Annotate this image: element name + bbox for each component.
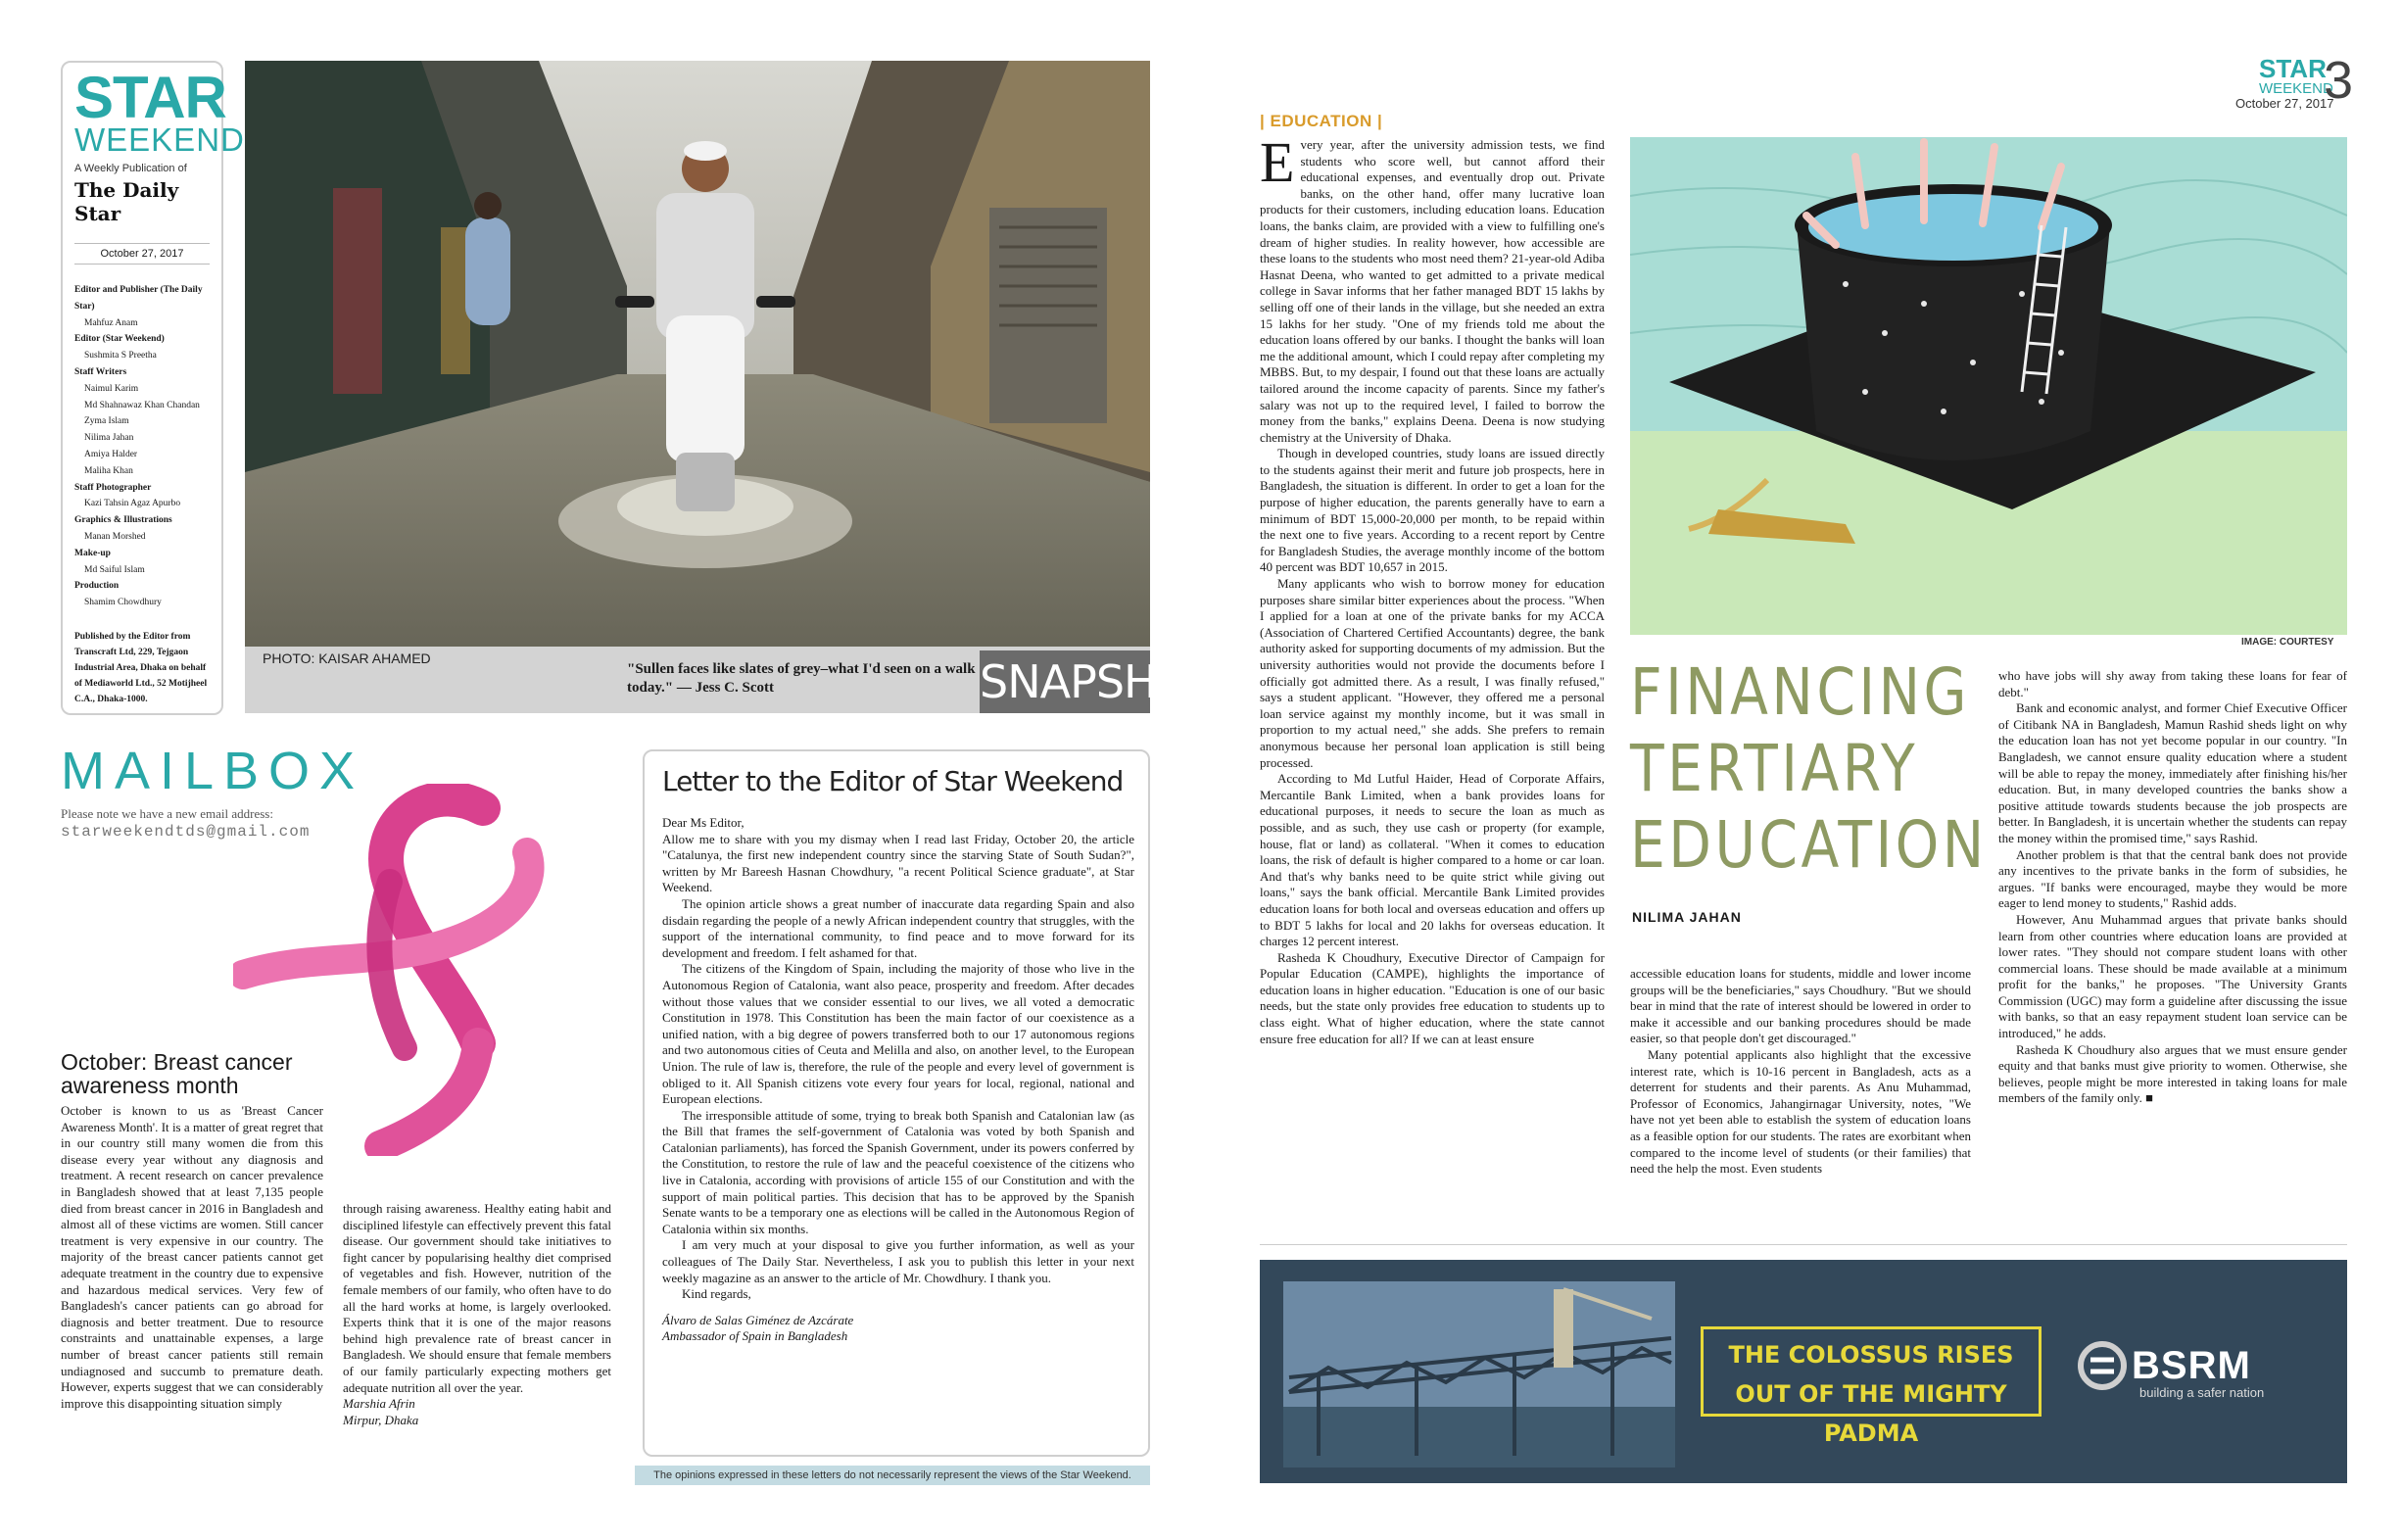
section-tag: | EDUCATION | bbox=[1260, 112, 1383, 130]
bca-signature-place: Mirpur, Dhaka bbox=[343, 1412, 419, 1427]
article-title-line: TERTIARY bbox=[1630, 731, 1919, 806]
article-paragraph: Rasheda K Choudhury also argues that we must ensure gender equity and that banks must give priority to women. Otherwise, she believes, people might be more interested in taking loans for male members of the family only. ■ bbox=[1998, 1041, 2347, 1106]
letter-signature-title: Ambassador of Spain in Bangladesh bbox=[662, 1328, 848, 1344]
staff-role: Make-up bbox=[74, 548, 111, 558]
divider bbox=[1260, 1244, 2347, 1245]
staff-role: Production bbox=[74, 581, 120, 592]
article-paragraph: Bank and economic analyst, and former Chief Executive Officer of Citibank NA in Bangladesh, Mamun Rashid sheds light on why the education loan has not yet become popular in our country. "In Bangladesh, we cannot ensure quality education where a student will be able to repay the money, immediately after finishing his/her education. But, in many developed countries the banks show a positive attitude towards students because the job prospects are better. In Bangladesh, it is uncertain whether the students can repay the money within the promised time," says Rashid. bbox=[1998, 700, 2347, 845]
staff-name: Maliha Khan bbox=[84, 465, 133, 476]
letter-paragraph: Allow me to share with you my dismay when I read last Friday, October 20, the article "Catalunya, the first new independent country since the starving State of South Sudan?", written by Mr Bareesh Hasnan Chowdhury, "a recent Political Science graduate", at Star Weekend. bbox=[662, 831, 1134, 895]
article-paragraph: Another problem is that that the central bank does not provide any incentives to the private banks in the form of subsidies, he argues. "If banks were encouraged, maybe they would be more eager to lend money to students," Rashid adds. bbox=[1998, 846, 2347, 911]
article-illustration bbox=[1630, 137, 2347, 635]
article-paragraph: Many applicants who wish to borrow money for education purposes share similar bitter experiences about the process. "When I applied for a loan at one of the private banks for my ACCA (Association of Chartered Certified Accountants) degree, the bank authority asked for supporting documents of my admission. But the university authorities would not provide the documents before I officially got admitted there. As a result, I was finally refused," says a student applicant. "However, they offered me a personal loan service against my monthly income, but it was small in proportion to my actual need," she adds. She prefers to remain anonymous because her personal loan application is still being processed. bbox=[1260, 576, 1605, 770]
article-paragraph: Though in developed countries, study loans are issued directly to the students against their merit and future job prospects, here in Bangladesh, the situation is different. In order to get a loan for the purpose of higher education, the parents generally have to earn a minimum of BDT 15,000-20,000 per month, to be repaid within the next one to five years. According to a recent report by Centre for Bangladesh Studies, the average monthly income of the bottom 40 percent was BDT 10,657 in 2015. bbox=[1260, 446, 1605, 575]
article-paragraph: Many potential applicants also highlight that the excessive interest rate, which is 10-16 percent in Bangladesh, acts as a deterrent for students and their parents. As Anu Muhammad, Professor of Economics, Jahangirnagar University, notes, "We have not yet been able to establish the system of education loans as a feasible option for our students. The rates are exorbitant when compared to the income level of students (or their families) that need the help the most. Even students bbox=[1630, 1046, 1971, 1177]
pink-ribbon-icon bbox=[233, 784, 547, 1156]
staff-name: Mahfuz Anam bbox=[84, 317, 138, 328]
letter-body bbox=[662, 815, 1134, 1345]
ad-headline bbox=[1701, 1326, 2042, 1447]
article-title-line: EDUCATION bbox=[1630, 807, 1988, 883]
masthead-date: October 27, 2017 bbox=[74, 243, 210, 265]
article-paragraph: According to Md Lutful Haider, Head of Corporate Affairs, Mercantile Bank Limited, when a bank provides loans for educational purposes, it needs to secure the loan as much as possible, and as such, they use cash or property (for example, house, flat or land) as collateral. "When it comes to education loans, the risk of default is higher compared to a home or car loan. And that's why banks need to be quite strict while giving out loans," says the bank official. Mercantile Bank Limited provides education loans for both local and overseas education and offers up to BDT 5 lakhs for local and 20 lakhs for overseas education. It charges 12 percent interest. bbox=[1260, 771, 1605, 949]
staff-role: Graphics & Illustrations bbox=[74, 515, 172, 526]
mailbox-note: Please note we have a new email address: bbox=[61, 806, 273, 821]
staff-role: Editor and Publisher (The Daily Star) bbox=[74, 285, 203, 312]
letter-box bbox=[643, 749, 1150, 1457]
image-credit: IMAGE: COURTESY bbox=[2241, 637, 2334, 648]
ad-tagline: building a safer nation bbox=[2139, 1385, 2265, 1400]
staff-name: Shamim Chowdhury bbox=[84, 598, 162, 608]
staff-name: Kazi Tahsin Agaz Apurbo bbox=[84, 499, 181, 509]
article-paragraph: Rasheda K Choudhury, Executive Director of Campaign for Popular Education (CAMPE), highlights the importance of education loans in higher education. "Education is one of our basic needs, but the state only provides free education to students up to class eight. What of higher education, where the state cannot ensure free education for all? If we can at least ensure bbox=[1260, 949, 1605, 1046]
graduation-cap-illustration bbox=[1630, 137, 2347, 635]
staff-role: Staff Photographer bbox=[74, 482, 152, 493]
bsrm-logo-icon bbox=[2077, 1340, 2128, 1391]
staff-role: Editor (Star Weekend) bbox=[74, 334, 165, 345]
mailbox-title: MAILBOX bbox=[61, 742, 365, 800]
publisher-info: Published by the Editor from Transcraft Ltd, 229, Tejgaon Industrial Area, Dhaka on behalf of Mediaworld Ltd., 52 Motijheel C.A., Dhaka-1000. bbox=[74, 631, 208, 704]
article-title bbox=[1630, 654, 1988, 884]
staff-name: Naimul Karim bbox=[84, 383, 139, 394]
article-lead-text: very year, after the university admission tests, we find students who score well, but cannot afford their educational expenses, and eventually drop out. Private banks, on the other hand, offer many lucrative loan products for their customers, including education loans. Education loans, the banks claim, are provided with a view to fulfilling one's dream of higher studies. In reality however, how accessible are these loans to the students who most need them? 21-year-old Adiba Hasnat Deena, who wanted to get admitted to a private medical college in Savar informs that her father managed BDT 15 lakhs by selling off one of their lands in the village, but she needed an extra 15 lakhs for her study. "One of my friends told me about the education loans offered by our banks. I thought the banks will loan me the additional amount, which I could repay after completing my MBBS. But, to my despair, I found out that these loans are actually tailored around the income capacity of parents. Since my father's salary was not up to the required level, I failed to borrow the money from the banks," explains Deena. Deena is now studying chemistry at the University of Dhaka. bbox=[1260, 137, 1605, 445]
article-paragraph: However, Anu Muhammad argues that private banks should learn from other countries where education loans are provided at lower rates. "They should not compare student loans with other commercial loans. These should be made available at a minimum profit for the banks," he proposes. "The University Grants Commission (UGC) may form a guideline after discussing the issue with banks, so that an easy repayment student loan service can be introduced," he adds. bbox=[1998, 911, 2347, 1041]
article-byline: NILIMA JAHAN bbox=[1632, 909, 1742, 925]
photo-credit: PHOTO: KAISAR AHAMED bbox=[263, 650, 431, 666]
article-column-2 bbox=[1630, 966, 1971, 1178]
article-title-line: FINANCING bbox=[1630, 654, 1970, 730]
bca-column-1: October is known to us as 'Breast Cancer Awareness Month'. It is a matter of great regret that in our country still many women die from this disease every year without any diagnosis and treatment. A recent research on cancer prevalence in Bangladesh showed that at least 7,135 people died from breast cancer in 2016 in Bangladesh and almost all of these victims are women. Still cancer treatment is very expensive in our country. The majority of the breast cancer patients cannot get adequate treatment in the country due to expensive and hazardous medical services. Very few of Bangladesh's cancer patients can go abroad for diagnosis and better treatment. Due to resource constraints and unattainable expenses, a large number of breast cancer patients still remain undiagnosed and succumb to premature death. However, experts suggest that we can considerably improve this disappointing situation simply bbox=[61, 1103, 323, 1411]
letter-signature-name: Álvaro de Salas Giménez de Azcárate bbox=[662, 1312, 854, 1327]
staff-name: Sushmita S Preetha bbox=[84, 351, 157, 361]
letter-paragraph: The irresponsible attitude of some, trying to break both Spanish and Catalonian law (as the Bill that frames the self-government of Catalonia was voted by both Spanish and Catalonian parliaments), has forced the Spanish Government, under its powers conferred by the Constitution, to restore the rule of law and the peaceful coexistence of the citizens who live in Catalonia, according with provisions of article 155 of our Constitution and with the support of main political parties. This decision that has to be approved by the Spanish Senate wants to be a temporary one as elections will be called in the Autonomous Region of Catalonia within six months. bbox=[662, 1107, 1134, 1236]
daily-star-logo: The Daily Star bbox=[74, 178, 179, 225]
staff-name: Zyma Islam bbox=[84, 416, 129, 427]
page-header-date: October 27, 2017 bbox=[2235, 96, 2334, 111]
staff-role: Staff Writers bbox=[74, 366, 127, 377]
letter-paragraph: The citizens of the Kingdom of Spain, including the majority of those who live in the Autonomous Region of Catalonia, want also peace, prosperity and freedom. After decades without those values that we consider essential to our lives, we all voted a democratic Constitution in 1978. This Constitution has been the main factor of our coexistence as a unified nation, with a big degree of powers transferred both to our 17 autonomous regions and two autonomous cities of Ceuta and Melilla and also, on another level, to the European Union. The rule of law is, therefore, the rule of the people and every level of government is obliged to it. All Spanish citizens vote every four years for local, regional, national and European elections. bbox=[662, 961, 1134, 1107]
staff-name: Md Shahnawaz Khan Chandan bbox=[84, 400, 200, 410]
article-column-3 bbox=[1998, 668, 2347, 1107]
letters-disclaimer: The opinions expressed in these letters do not necessarily represent the views of the Star Weekend. bbox=[635, 1466, 1150, 1485]
article-paragraph: who have jobs will shy away from taking these loans for fear of debt." bbox=[1998, 668, 2347, 699]
ad-brand: BSRM bbox=[2132, 1344, 2251, 1387]
weekly-publication-line: A Weekly Publication of bbox=[74, 163, 187, 174]
bca-heading: October: Breast cancer awareness month bbox=[61, 1049, 293, 1098]
ad-headline-line-1: THE COLOSSUS RISES bbox=[1728, 1341, 2014, 1369]
star-logo: STAR bbox=[74, 65, 226, 130]
masthead bbox=[61, 61, 245, 715]
bca-column-2-text: through raising awareness. Healthy eating habit and disciplined lifestyle can effectively prevent this fatal disease. Our government should take initiatives to fight cancer by popularising healthy diet comprised of vegetables and fish. However, nutrition of the female members of our family, who often have to do all the hard works at home, is largely overlooked. Experts think that it is one of the major reasons behind high prevalence rate of breast cancer in Bangladesh. We should ensure that female members of our family particularly expecting mothers get adequate nutrition all over the year. bbox=[343, 1201, 611, 1395]
drop-cap: E bbox=[1260, 130, 1295, 194]
article-lead-paragraph bbox=[1260, 130, 1605, 446]
snapshot-quote: "Sullen faces like slates of grey–what I'd seen on a walk today." — Jess C. Scott bbox=[627, 661, 976, 696]
snapshot-photo bbox=[245, 61, 1150, 713]
letter-salutation: Dear Ms Editor, bbox=[662, 815, 745, 830]
page-header-weekend: WEEKEND bbox=[2259, 80, 2333, 97]
staff-name: Amiya Halder bbox=[84, 449, 138, 459]
staff-name: Manan Morshed bbox=[84, 531, 146, 542]
letter-paragraph: Kind regards, bbox=[682, 1286, 751, 1302]
page-header-star: STAR bbox=[2259, 54, 2327, 83]
staff-name: Md Saiful Islam bbox=[84, 564, 145, 575]
staff-list bbox=[74, 282, 210, 611]
mailbox-email[interactable]: starweekendtds@gmail.com bbox=[61, 823, 311, 841]
article-column-1 bbox=[1260, 130, 1605, 1047]
staff-name: Nilima Jahan bbox=[84, 433, 134, 444]
flooded-street-illustration bbox=[245, 61, 1150, 713]
bca-signature-name: Marshia Afrin bbox=[343, 1396, 415, 1412]
weekend-logo: WEEKEND bbox=[74, 121, 245, 158]
ad-headline-line-2: OUT OF THE MIGHTY PADMA bbox=[1735, 1380, 2007, 1447]
letter-paragraph: I am very much at your disposal to give you further information, as well as your colleagues of The Daily Star. Nevertheless, I ask you to publish this letter in your next weekly magazine as an answer to the article of Mr. Chowdhury. I thank you. bbox=[662, 1237, 1134, 1285]
article-paragraph: accessible education loans for students, middle and lower income groups will be the beneficiaries," says Choudhury. "But we should bear in mind that the rate of interest should be lowered in order to make it accessible and our banking procedures should be made easier, so that people don't get discouraged." bbox=[1630, 966, 1971, 1046]
page-number: 3 bbox=[2324, 51, 2354, 110]
letter-paragraph: The opinion article shows a great number of inaccurate data regarding Spain and also disdain regarding the people of a newly African independent country that struggles, with the support of the international community, to find peace and to move forward for its development and freedom. I felt ashamed for that. bbox=[662, 895, 1134, 960]
letter-title: Letter to the Editor of Star Weekend bbox=[662, 765, 1124, 797]
bca-column-2 bbox=[343, 1201, 611, 1428]
snapshot-label: SNAPSHOT bbox=[980, 650, 1150, 713]
